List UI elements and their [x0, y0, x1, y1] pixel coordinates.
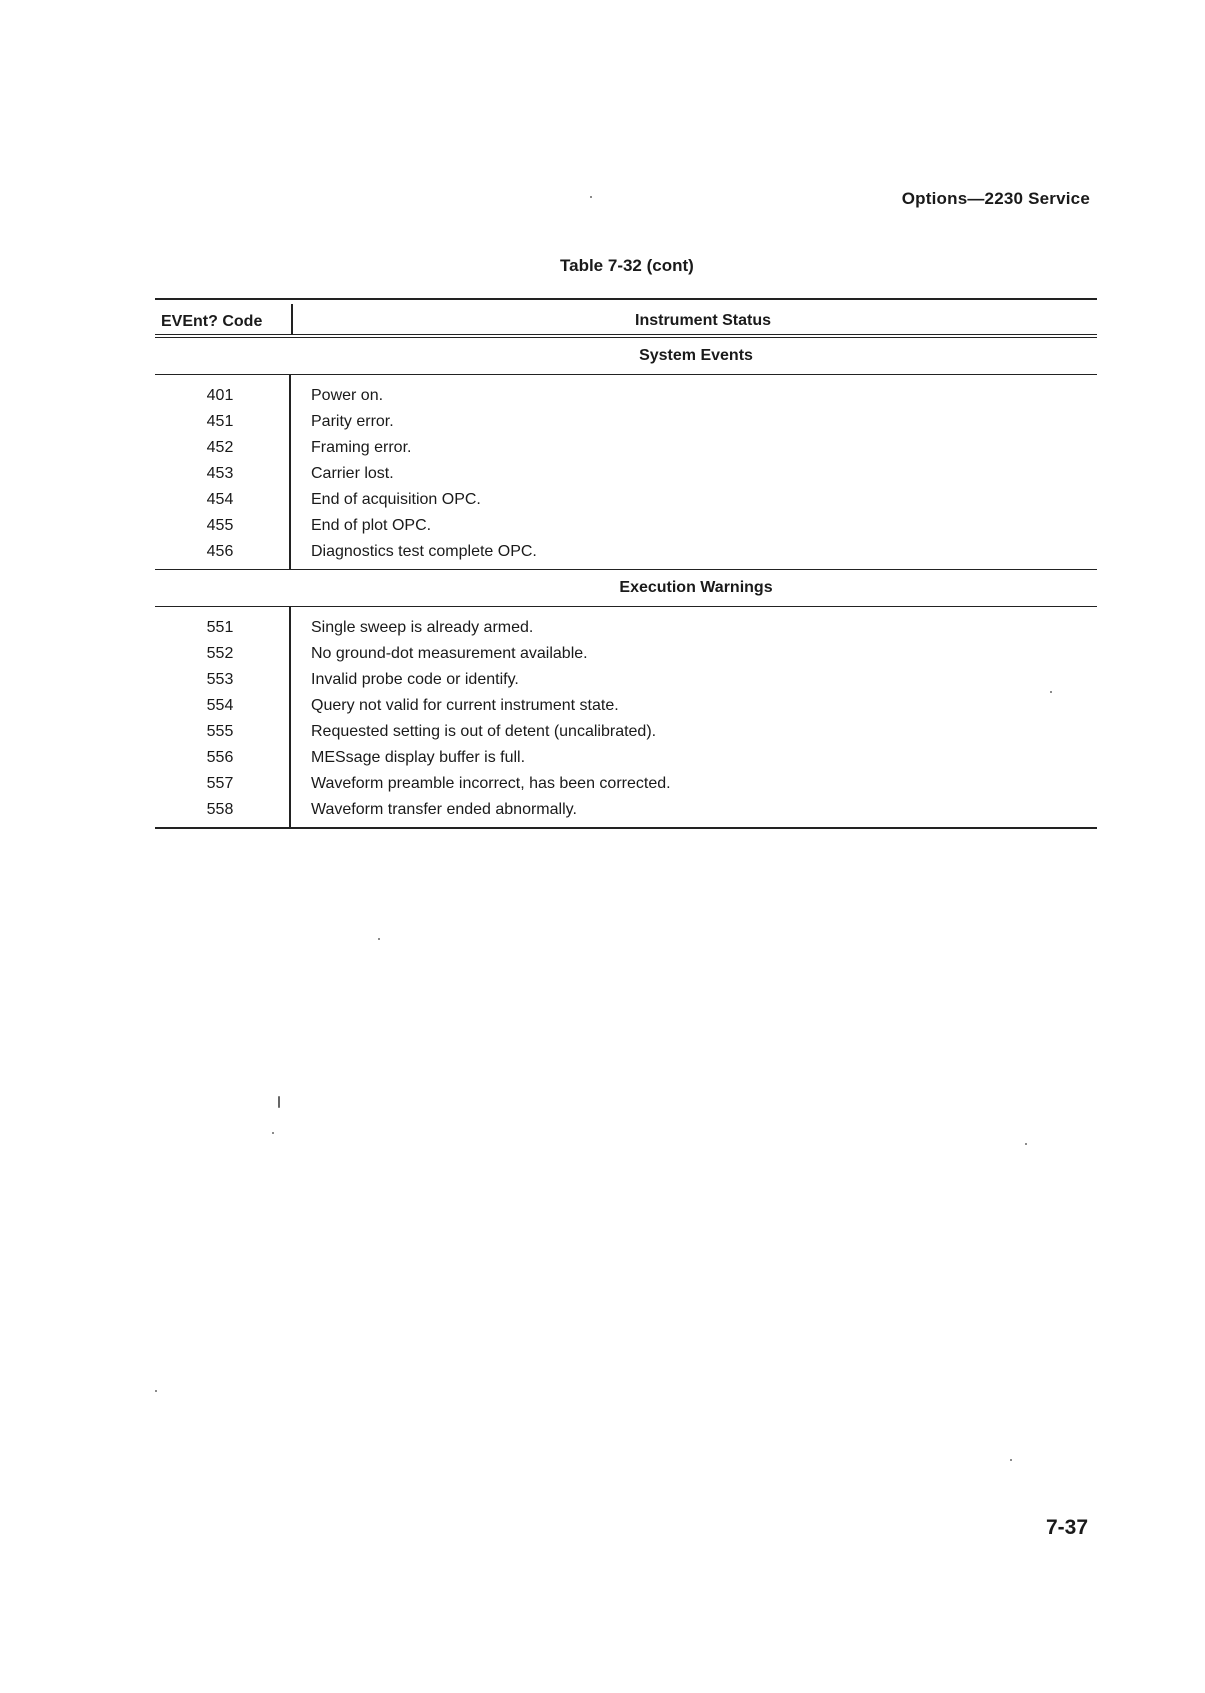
event-code: 555: [206, 723, 234, 740]
table-row: [155, 409, 1097, 435]
table-row: [155, 383, 1097, 409]
event-code: 557: [206, 775, 234, 792]
event-code: 401: [206, 387, 234, 404]
section-title-execution-warnings: Execution Warnings: [619, 579, 773, 596]
section-title-system-events: System Events: [639, 347, 753, 364]
event-code: 453: [206, 465, 234, 482]
section-rows-system-events: [155, 375, 1097, 569]
event-code-table: [155, 298, 1097, 829]
table-row: [155, 771, 1097, 797]
scan-speck: [155, 1390, 157, 1392]
event-description: No ground-dot measurement available.: [311, 645, 588, 662]
scan-speck: [278, 1096, 280, 1108]
table-row: [155, 513, 1097, 539]
event-description: End of acquisition OPC.: [311, 491, 481, 508]
event-code: 451: [206, 413, 234, 430]
column-header-status: Instrument Status: [635, 312, 772, 329]
table-row: [155, 461, 1097, 487]
event-code: 556: [206, 749, 234, 766]
section-rows-execution-warnings: [155, 607, 1097, 827]
table-row: [155, 745, 1097, 771]
event-description: End of plot OPC.: [311, 517, 432, 534]
event-description: Waveform transfer ended abnormally.: [311, 801, 577, 818]
running-head: Options—2230 Service: [901, 189, 1090, 208]
table-row: [155, 615, 1097, 641]
event-code: 454: [206, 491, 234, 508]
event-description: Single sweep is already armed.: [311, 619, 534, 636]
event-description: Invalid probe code or identify.: [311, 671, 519, 688]
event-description: MESsage display buffer is full.: [311, 749, 526, 766]
scan-speck: [272, 1132, 274, 1134]
header-rule: [155, 334, 1097, 335]
scan-speck: [590, 196, 592, 198]
table-row: [155, 797, 1097, 823]
event-description: Carrier lost.: [311, 465, 394, 482]
event-code: 558: [206, 801, 234, 818]
table-row: [155, 487, 1097, 513]
event-description: Diagnostics test complete OPC.: [311, 543, 537, 560]
event-code: 455: [206, 517, 234, 534]
scan-speck: [1025, 1143, 1027, 1145]
event-description: Query not valid for current instrument state.: [311, 697, 619, 714]
table-header: [155, 300, 1097, 334]
event-code: 552: [206, 645, 234, 662]
column-divider: [291, 304, 293, 334]
table-row: [155, 693, 1097, 719]
table-row: [155, 719, 1097, 745]
table-row: [155, 641, 1097, 667]
scan-speck: [1050, 691, 1052, 693]
table-row: [155, 435, 1097, 461]
column-header-code: EVEnt? Code: [161, 313, 263, 330]
event-code: 553: [206, 671, 234, 688]
event-code: 456: [206, 543, 234, 560]
event-description: Power on.: [311, 387, 384, 404]
event-code: 551: [206, 619, 234, 636]
event-code: 452: [206, 439, 234, 456]
event-description: Waveform preamble incorrect, has been corrected.: [311, 775, 671, 792]
scan-speck: [1010, 1459, 1012, 1461]
event-description: Parity error.: [311, 413, 394, 430]
event-description: Framing error.: [311, 439, 412, 456]
event-description: Requested setting is out of detent (uncalibrated).: [311, 723, 657, 740]
table-caption: Table 7-32 (cont): [560, 256, 694, 275]
table-row: [155, 667, 1097, 693]
event-code: 554: [206, 697, 234, 714]
table-bottom-rule: [155, 827, 1097, 829]
table-row: [155, 539, 1097, 565]
scan-speck: [378, 938, 380, 940]
page-number: 7-37: [1045, 1516, 1088, 1539]
